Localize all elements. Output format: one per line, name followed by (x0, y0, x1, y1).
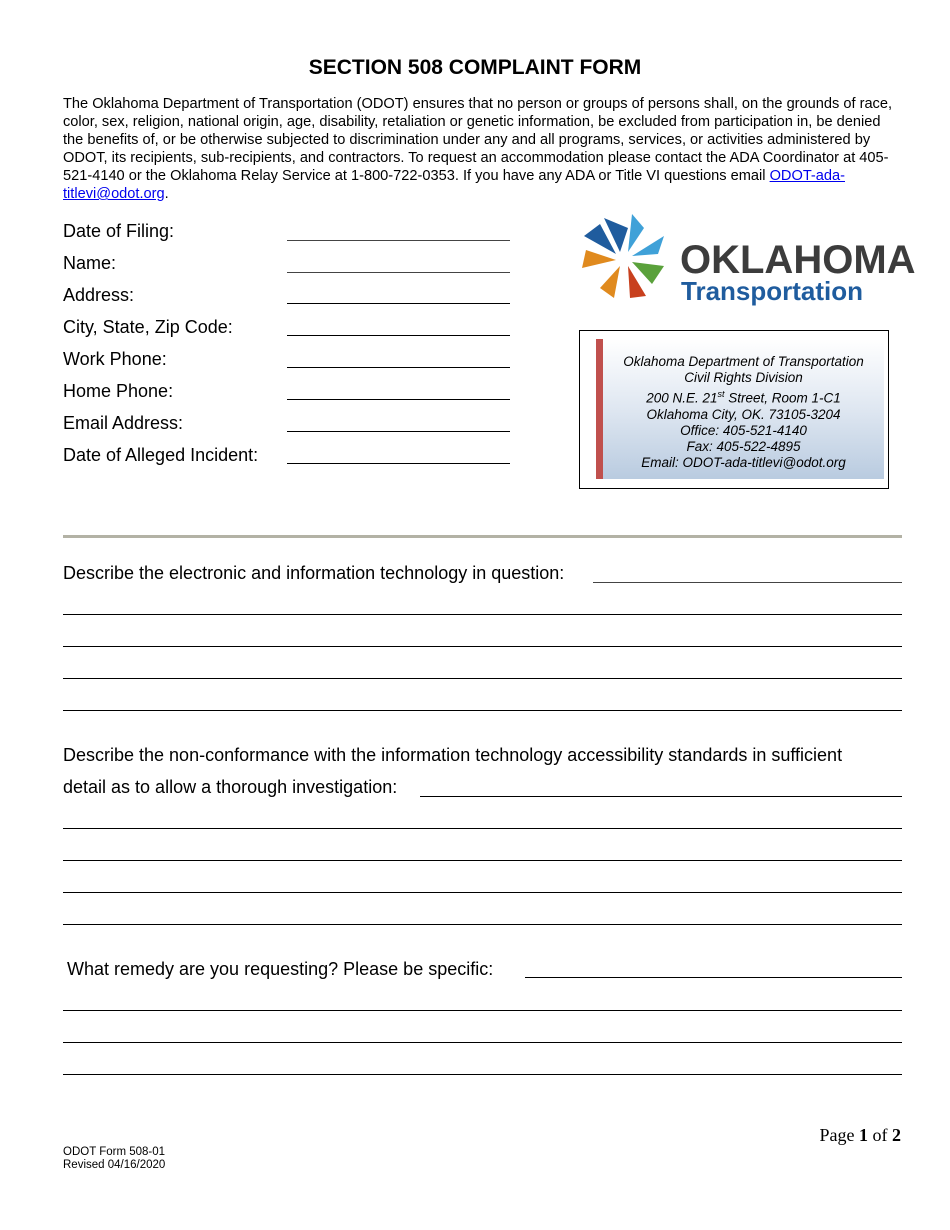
page-of: of (872, 1125, 888, 1145)
address-org: Oklahoma Department of Transportation (623, 354, 864, 369)
address-street (603, 386, 884, 407)
question-3-input-inline[interactable] (525, 977, 902, 978)
question-2-line[interactable] (63, 860, 902, 861)
page-number (820, 1125, 902, 1146)
field-input-work-phone[interactable] (287, 367, 510, 368)
page-word: Page (819, 1125, 855, 1145)
question-2-label-line2: detail as to allow a thorough investigation: (63, 777, 398, 797)
address-email: Email: ODOT-ada-titlevi@odot.org (641, 454, 846, 470)
address-division: Civil Rights Division (684, 370, 803, 385)
field-label-email-address: Email Address: (63, 413, 184, 433)
page-total: 2 (892, 1125, 901, 1145)
address-city: Oklahoma City, OK. 73105-3204 (646, 406, 841, 422)
address-street-post: Street, Room 1-C1 (724, 390, 841, 406)
field-input-date-of-incident[interactable] (287, 463, 510, 464)
address-street-sup: st (717, 389, 725, 399)
question-3-label: What remedy are you requesting? Please be specific: (67, 959, 494, 979)
field-label-work-phone: Work Phone: (63, 349, 167, 369)
question-2-line[interactable] (63, 828, 902, 829)
question-1-line[interactable] (63, 614, 902, 615)
footer-form-number: ODOT Form 508-01 (63, 1146, 166, 1158)
question-1-label: Describe the electronic and information technology in question: (63, 563, 565, 583)
intro-email-link[interactable]: ODOT-ada-titlevi@odot.org (63, 168, 845, 202)
address-box (579, 330, 889, 489)
intro-end: . (164, 186, 169, 202)
question-2-line[interactable] (63, 892, 902, 893)
field-label-name: Name: (63, 253, 117, 273)
field-input-email-address[interactable] (287, 431, 510, 432)
page-current: 1 (859, 1125, 868, 1145)
section-divider (63, 535, 902, 538)
logo-text-transportation: Transportation (681, 276, 864, 306)
field-label-address: Address: (63, 285, 135, 305)
question-1-input-inline[interactable] (593, 582, 902, 583)
field-label-home-phone: Home Phone: (63, 381, 174, 401)
field-input-home-phone[interactable] (287, 399, 510, 400)
intro-text: The Oklahoma Department of Transportation (ODOT) ensures that no person or groups of persons shall, on the grounds of race, color, sex, religion, national origin, age, disability, retaliation or genetic information, be excluded from participation in, be denied the benefits of, or be otherwise subjected to discrimination under any and all programs, services, or activities administered by ODOT, its recipients, sub-recipients, and contractors. To request an accommodation please contact the ADA Coordinator at 405-521-4140 or the Oklahoma Relay Service at 1-800-722-0353. If you have any ADA or Title VI questions email (63, 96, 893, 184)
question-1-line[interactable] (63, 646, 902, 647)
address-box-content (596, 339, 884, 479)
question-1-line[interactable] (63, 710, 902, 711)
field-label-city-state-zip: City, State, Zip Code: (63, 317, 233, 337)
field-input-city-state-zip[interactable] (287, 335, 510, 336)
intro-paragraph (63, 95, 903, 203)
oklahoma-star-logo-icon (578, 212, 670, 304)
field-input-date-of-filing[interactable] (287, 240, 510, 241)
field-label-date-of-filing: Date of Filing: (63, 221, 175, 241)
question-2-line[interactable] (63, 924, 902, 925)
field-input-name[interactable] (287, 272, 510, 273)
field-input-address[interactable] (287, 303, 510, 304)
address-office: Office: 405-521-4140 (680, 422, 807, 438)
footer-revised-date: Revised 04/16/2020 (63, 1159, 166, 1171)
question-3-line[interactable] (63, 1074, 902, 1075)
page-title: SECTION 508 COMPLAINT FORM (308, 56, 642, 79)
question-3-line[interactable] (63, 1010, 902, 1011)
logo-text-oklahoma: OKLAHOMA (680, 238, 916, 282)
address-fax: Fax: 405-522-4895 (686, 438, 801, 454)
question-2-label-line1: Describe the non-conformance with the information technology accessibility standards in sufficient (63, 745, 843, 765)
field-label-date-of-incident: Date of Alleged Incident: (63, 445, 259, 465)
question-3-line[interactable] (63, 1042, 902, 1043)
question-1-line[interactable] (63, 678, 902, 679)
form-footer (63, 1146, 165, 1172)
address-street-pre: 200 N.E. 21 (646, 390, 718, 406)
question-2-input-inline[interactable] (420, 796, 902, 797)
